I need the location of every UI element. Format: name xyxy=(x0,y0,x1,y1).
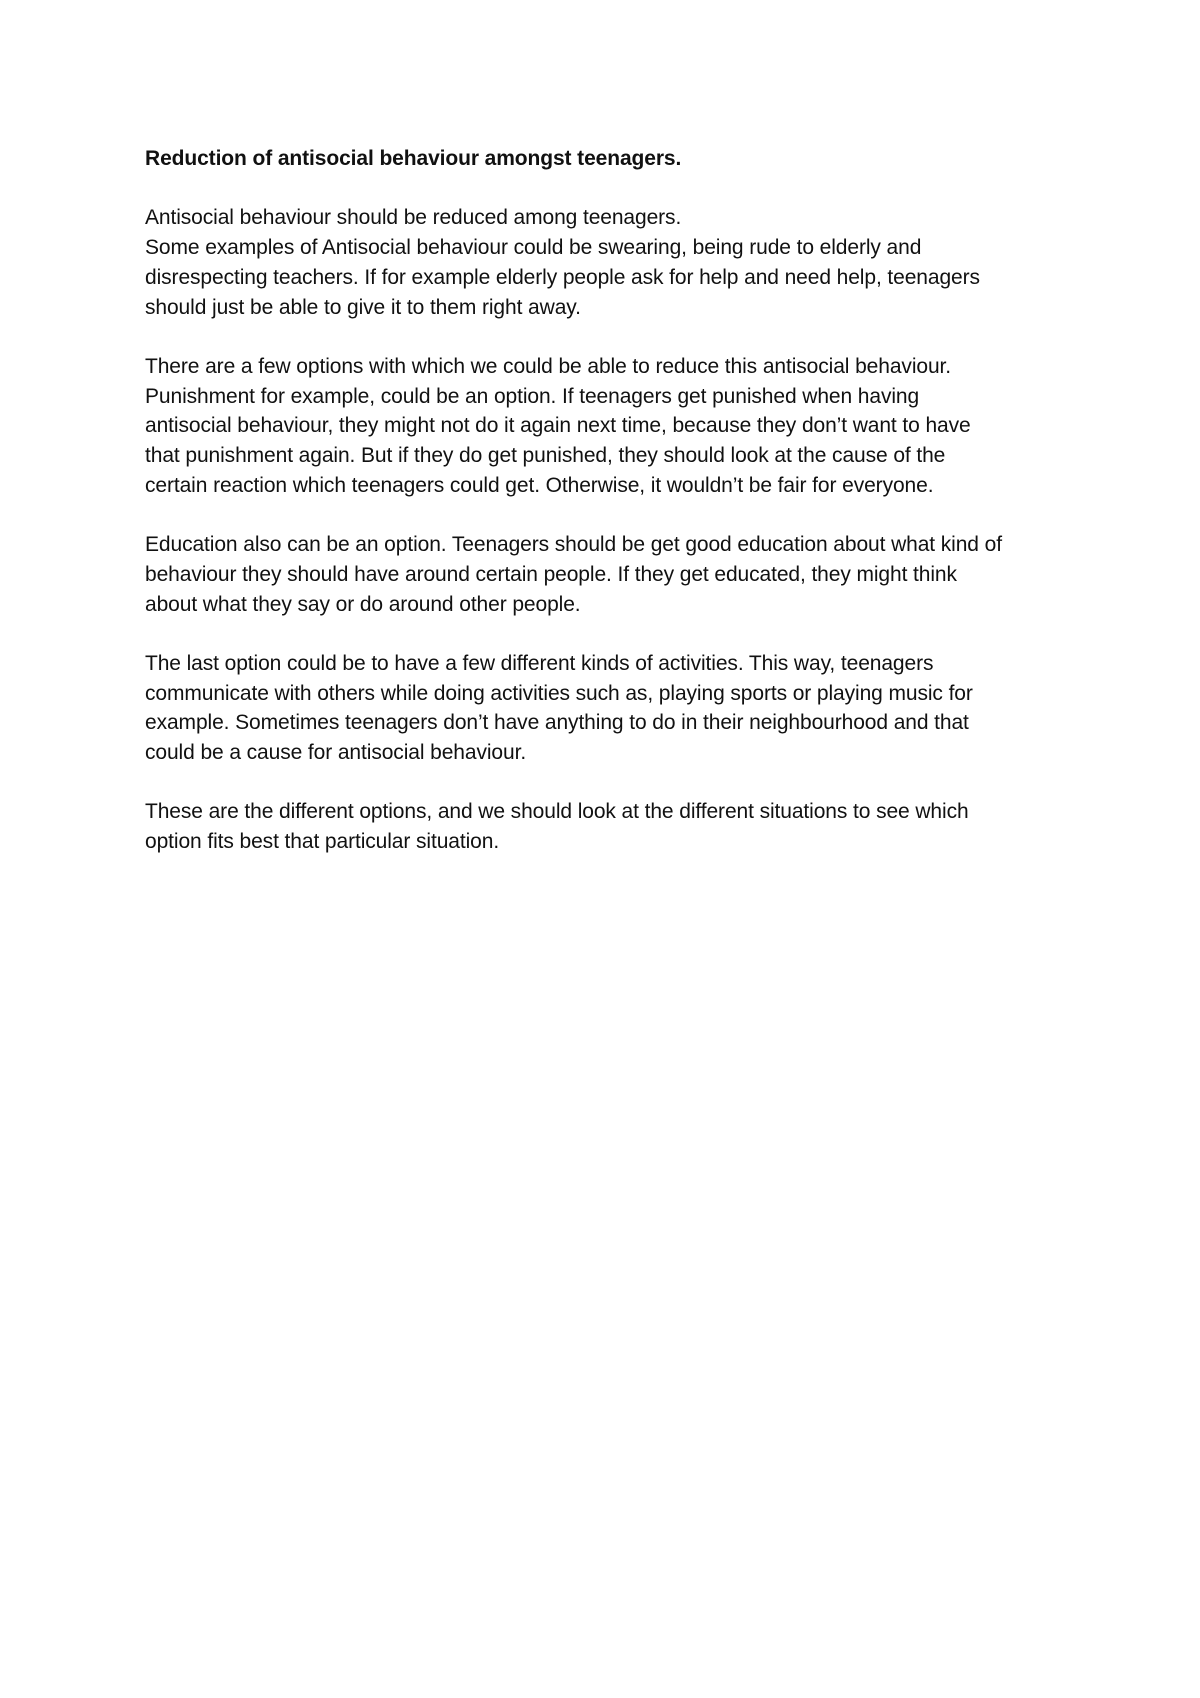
paragraph-intro xyxy=(145,203,1075,322)
document-title: Reduction of antisocial behaviour amongst teenagers. xyxy=(145,147,682,170)
text-line: example. Sometimes teenagers don’t have anything to do in their neighbourhood and that xyxy=(145,711,969,735)
document-body xyxy=(145,144,1075,886)
text-line: antisocial behaviour, they might not do it again next time, because they don’t want to have xyxy=(145,414,971,438)
text-line: should just be able to give it to them right away. xyxy=(145,295,581,319)
text-line: These are the different options, and we should look at the different situations to see which xyxy=(145,800,969,824)
paragraph-punishment xyxy=(145,352,1075,501)
text-line: Education also can be an option. Teenagers should be get good education about what kind of xyxy=(145,533,1002,557)
text-line: disrespecting teachers. If for example elderly people ask for help and need help, teenagers xyxy=(145,265,980,289)
text-line: The last option could be to have a few different kinds of activities. This way, teenagers xyxy=(145,651,934,675)
text-line: about what they say or do around other people. xyxy=(145,592,581,616)
text-line: option fits best that particular situation. xyxy=(145,830,500,854)
text-line: There are a few options with which we could be able to reduce this antisocial behaviour. xyxy=(145,354,952,378)
text-line: Antisocial behaviour should be reduced among teenagers. xyxy=(145,206,682,230)
text-line: Punishment for example, could be an option. If teenagers get punished when having xyxy=(145,384,920,408)
paragraph-conclusion xyxy=(145,797,1075,856)
paragraph-education xyxy=(145,530,1075,619)
text-line: certain reaction which teenagers could get. Otherwise, it wouldn’t be fair for everyone. xyxy=(145,473,934,497)
paragraph-activities xyxy=(145,649,1075,768)
text-line: behaviour they should have around certain people. If they get educated, they might think xyxy=(145,562,957,586)
text-line: communicate with others while doing activities such as, playing sports or playing music for xyxy=(145,681,973,705)
text-line: Some examples of Antisocial behaviour could be swearing, being rude to elderly and xyxy=(145,236,922,260)
text-line: that punishment again. But if they do get punished, they should look at the cause of the xyxy=(145,444,946,467)
text-line: could be a cause for antisocial behaviour. xyxy=(145,741,527,764)
